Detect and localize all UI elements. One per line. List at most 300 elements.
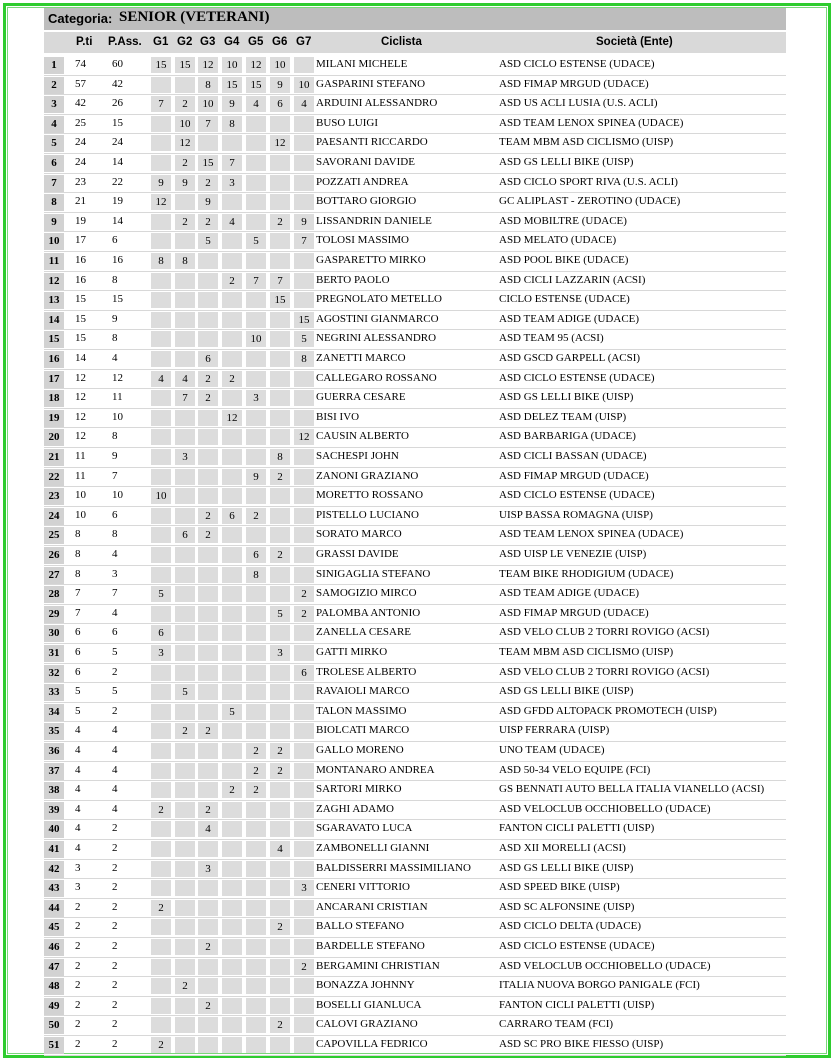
stage-g6-cell: 8	[270, 449, 290, 465]
stage-g5-cell	[246, 723, 266, 739]
stage-g6-cell	[270, 253, 290, 269]
stage-g2-cell: 5	[175, 684, 195, 700]
stage-g6-cell	[270, 429, 290, 445]
points-cell: 19	[75, 214, 86, 227]
stage-g7-cell	[294, 390, 314, 406]
stage-g2-cell: 10	[175, 116, 195, 132]
stage-g3-cell: 2	[198, 527, 218, 543]
stage-g6-cell	[270, 175, 290, 191]
stage-g1-cell	[151, 841, 171, 857]
rank-cell: 51	[44, 1037, 64, 1054]
stage-g3-cell: 2	[198, 214, 218, 230]
rider-name-cell: TALON MASSIMO	[316, 704, 407, 717]
points-cell: 6	[75, 665, 81, 678]
assigned-points-cell: 2	[112, 940, 118, 952]
rider-name-cell: ZANONI GRAZIANO	[316, 469, 419, 482]
rank-cell: 11	[44, 253, 64, 270]
stage-g6-cell	[270, 331, 290, 347]
team-cell: ASD BARBARIGA (UDACE)	[499, 430, 636, 443]
stage-g1-cell: 12	[151, 194, 171, 210]
table-row	[0, 76, 834, 96]
rank-cell: 28	[44, 586, 64, 603]
stage-g6-cell	[270, 1037, 290, 1053]
table-row	[0, 624, 834, 644]
stage-g3-cell	[198, 312, 218, 328]
stage-g1-cell: 7	[151, 96, 171, 112]
stage-g6-cell	[270, 665, 290, 681]
stage-g4-cell: 7	[222, 155, 242, 171]
points-cell: 6	[75, 646, 81, 658]
assigned-points-cell: 2	[112, 1038, 118, 1050]
stage-g2-cell	[175, 763, 195, 779]
assigned-points-cell: 12	[112, 371, 123, 384]
stage-g7-cell	[294, 1017, 314, 1033]
stage-g4-cell	[222, 253, 242, 269]
stage-g5-cell	[246, 959, 266, 975]
assigned-points-cell: 7	[112, 587, 118, 600]
stage-g6-cell: 3	[270, 645, 290, 661]
assigned-points-cell: 9	[112, 450, 118, 462]
team-cell: TEAM BIKE RHODIGIUM (UDACE)	[499, 567, 674, 580]
team-cell: ASD FIMAP MRGUD (UDACE)	[499, 77, 649, 90]
assigned-points-cell: 2	[112, 959, 118, 972]
rank-cell: 10	[44, 233, 64, 250]
stage-g1-cell: 10	[151, 488, 171, 504]
stage-g3-cell	[198, 704, 218, 720]
rider-name-cell: LISSANDRIN DANIELE	[316, 214, 432, 227]
rider-name-cell: RAVAIOLI MARCO	[316, 685, 410, 698]
stage-g3-cell	[198, 488, 218, 504]
team-cell: UNO TEAM (UDACE)	[499, 744, 605, 756]
stage-g4-cell	[222, 488, 242, 504]
stage-g4-cell: 2	[222, 273, 242, 289]
table-row	[0, 252, 834, 272]
team-cell: ASD CICLO ESTENSE (UDACE)	[499, 940, 655, 952]
rank-cell: 3	[44, 96, 64, 113]
stage-g4-cell: 4	[222, 214, 242, 230]
stage-g1-cell	[151, 998, 171, 1014]
rank-cell: 16	[44, 351, 64, 368]
stage-g7-cell	[294, 547, 314, 563]
rank-cell: 44	[44, 900, 64, 917]
row-divider	[44, 1055, 786, 1056]
assigned-points-cell: 6	[112, 234, 118, 247]
assigned-points-cell: 24	[112, 136, 123, 149]
header-g7: G7	[296, 36, 312, 48]
stage-g1-cell	[151, 449, 171, 465]
rider-name-cell: SAMOGIZIO MIRCO	[316, 587, 417, 600]
rider-name-cell: GATTI MIRKO	[316, 646, 388, 658]
stage-g4-cell	[222, 723, 242, 739]
header-g1: G1	[153, 36, 169, 48]
stage-g6-cell	[270, 312, 290, 328]
points-cell: 2	[75, 979, 81, 992]
table-row	[0, 879, 834, 899]
team-cell: ASD GFDD ALTOPACK PROMOTECH (UISP)	[499, 704, 717, 717]
rider-name-cell: MORETTO ROSSANO	[316, 489, 424, 502]
stage-g3-cell	[198, 1017, 218, 1033]
stage-g7-cell	[294, 763, 314, 779]
stage-g4-cell	[222, 939, 242, 955]
stage-g6-cell	[270, 567, 290, 583]
stage-g1-cell: 2	[151, 1037, 171, 1053]
stage-g7-cell: 15	[294, 312, 314, 328]
stage-g6-cell: 2	[270, 919, 290, 935]
rider-name-cell: GASPARINI STEFANO	[316, 77, 426, 90]
stage-g6-cell	[270, 351, 290, 367]
stage-g6-cell	[270, 410, 290, 426]
stage-g2-cell	[175, 743, 195, 759]
stage-g4-cell	[222, 625, 242, 641]
stage-g5-cell	[246, 214, 266, 230]
rank-cell: 1	[44, 57, 64, 74]
stage-g5-cell	[246, 665, 266, 681]
stage-g7-cell	[294, 116, 314, 132]
stage-g7-cell	[294, 1037, 314, 1053]
stage-g6-cell: 2	[270, 1017, 290, 1033]
rider-name-cell: MONTANARO ANDREA	[316, 763, 435, 776]
stage-g7-cell: 12	[294, 429, 314, 445]
points-cell: 4	[75, 822, 81, 835]
stage-g7-cell	[294, 175, 314, 191]
rank-cell: 36	[44, 743, 64, 760]
stage-g1-cell	[151, 410, 171, 426]
stage-g2-cell	[175, 821, 195, 837]
rank-cell: 12	[44, 273, 64, 290]
stage-g4-cell	[222, 880, 242, 896]
team-cell: ASD FIMAP MRGUD (UDACE)	[499, 469, 649, 482]
stage-g4-cell	[222, 233, 242, 249]
assigned-points-cell: 2	[112, 842, 118, 854]
table-row	[0, 781, 834, 801]
assigned-points-cell: 4	[112, 606, 118, 619]
stage-g3-cell	[198, 547, 218, 563]
stage-g1-cell	[151, 684, 171, 700]
stage-g4-cell	[222, 547, 242, 563]
stage-g2-cell	[175, 1017, 195, 1033]
stage-g4-cell	[222, 998, 242, 1014]
stage-g4-cell	[222, 841, 242, 857]
table-row	[0, 977, 834, 997]
stage-g6-cell	[270, 802, 290, 818]
stage-g1-cell	[151, 547, 171, 563]
stage-g7-cell	[294, 292, 314, 308]
rider-name-cell: PAESANTI RICCARDO	[316, 136, 428, 149]
assigned-points-cell: 11	[112, 391, 123, 404]
stage-g2-cell	[175, 665, 195, 681]
table-row	[0, 997, 834, 1017]
stage-g3-cell	[198, 880, 218, 896]
stage-g4-cell	[222, 449, 242, 465]
stage-g2-cell	[175, 488, 195, 504]
stage-g3-cell: 3	[198, 861, 218, 877]
stage-g2-cell	[175, 547, 195, 563]
stage-g3-cell	[198, 900, 218, 916]
points-cell: 2	[75, 940, 81, 952]
points-cell: 2	[75, 998, 81, 1011]
stage-g2-cell	[175, 194, 195, 210]
stage-g6-cell	[270, 116, 290, 132]
stage-g7-cell	[294, 135, 314, 151]
stage-g1-cell: 8	[151, 253, 171, 269]
stage-g4-cell	[222, 763, 242, 779]
points-cell: 4	[75, 744, 81, 756]
stage-g7-cell	[294, 919, 314, 935]
rider-name-cell: ANCARANI CRISTIAN	[316, 900, 428, 913]
table-row	[0, 134, 834, 154]
team-cell: ASD TEAM ADIGE (UDACE)	[499, 312, 640, 325]
stage-g3-cell	[198, 273, 218, 289]
points-cell: 7	[75, 587, 81, 600]
stage-g5-cell	[246, 606, 266, 622]
stage-g7-cell	[294, 469, 314, 485]
rank-cell: 15	[44, 331, 64, 348]
stage-g4-cell: 8	[222, 116, 242, 132]
rider-name-cell: ZANELLA CESARE	[316, 626, 412, 639]
header-g3: G3	[200, 36, 216, 48]
stage-g6-cell: 9	[270, 77, 290, 93]
rank-cell: 47	[44, 959, 64, 976]
rank-cell: 17	[44, 371, 64, 388]
points-cell: 25	[75, 116, 86, 129]
points-cell: 4	[75, 783, 81, 796]
rider-name-cell: BIOLCATI MARCO	[316, 724, 410, 737]
stage-g3-cell	[198, 606, 218, 622]
table-row	[0, 1036, 834, 1056]
rank-cell: 38	[44, 782, 64, 799]
table-row	[0, 860, 834, 880]
team-cell: ASD GS LELLI BIKE (UISP)	[499, 156, 634, 168]
assigned-points-cell: 15	[112, 116, 123, 129]
points-cell: 11	[75, 450, 86, 462]
stage-g7-cell: 2	[294, 959, 314, 975]
rank-cell: 37	[44, 763, 64, 780]
stage-g4-cell	[222, 684, 242, 700]
rank-cell: 45	[44, 919, 64, 936]
stage-g6-cell: 10	[270, 57, 290, 73]
points-cell: 2	[75, 1018, 81, 1031]
assigned-points-cell: 5	[112, 685, 118, 698]
rank-cell: 43	[44, 880, 64, 897]
team-cell: GS BENNATI AUTO BELLA ITALIA VIANELLO (ACSI)	[499, 783, 765, 796]
stage-g5-cell: 10	[246, 331, 266, 347]
stage-g7-cell	[294, 371, 314, 387]
header-g6: G6	[272, 36, 288, 48]
stage-g2-cell	[175, 410, 195, 426]
stage-g5-cell	[246, 939, 266, 955]
team-cell: ASD CICLO ESTENSE (UDACE)	[499, 489, 655, 502]
rider-name-cell: ZAGHI ADAMO	[316, 802, 394, 815]
table-row	[0, 311, 834, 331]
rank-cell: 50	[44, 1017, 64, 1034]
stage-g5-cell: 8	[246, 567, 266, 583]
stage-g3-cell: 2	[198, 175, 218, 191]
stage-g2-cell	[175, 508, 195, 524]
stage-g4-cell: 5	[222, 704, 242, 720]
stage-g1-cell: 6	[151, 625, 171, 641]
team-cell: ITALIA NUOVA BORGO PANIGALE (FCI)	[499, 979, 700, 992]
stage-g3-cell: 4	[198, 821, 218, 837]
rank-cell: 9	[44, 214, 64, 231]
stage-g1-cell	[151, 273, 171, 289]
stage-g5-cell	[246, 861, 266, 877]
team-cell: ASD GSCD GARPELL (ACSI)	[499, 352, 641, 364]
stage-g7-cell: 8	[294, 351, 314, 367]
stage-g7-cell	[294, 508, 314, 524]
stage-g1-cell	[151, 469, 171, 485]
stage-g1-cell	[151, 508, 171, 524]
table-row	[0, 213, 834, 233]
stage-g2-cell: 4	[175, 371, 195, 387]
stage-g3-cell: 8	[198, 77, 218, 93]
stage-g5-cell	[246, 135, 266, 151]
rider-name-cell: POZZATI ANDREA	[316, 175, 409, 188]
stage-g4-cell	[222, 645, 242, 661]
assigned-points-cell: 2	[112, 979, 118, 992]
table-row	[0, 507, 834, 527]
stage-g2-cell	[175, 645, 195, 661]
points-cell: 3	[75, 881, 81, 894]
stage-g7-cell	[294, 527, 314, 543]
stage-g2-cell: 2	[175, 214, 195, 230]
rider-name-cell: SORATO MARCO	[316, 528, 402, 541]
stage-g6-cell: 15	[270, 292, 290, 308]
stage-g6-cell: 12	[270, 135, 290, 151]
rider-name-cell: CALLEGARO ROSSANO	[316, 371, 437, 384]
stage-g4-cell	[222, 429, 242, 445]
team-cell: ASD SC PRO BIKE FIESSO (UISP)	[499, 1038, 664, 1050]
stage-g2-cell	[175, 273, 195, 289]
stage-g7-cell	[294, 861, 314, 877]
stage-g4-cell: 6	[222, 508, 242, 524]
stage-g1-cell: 3	[151, 645, 171, 661]
table-row	[0, 193, 834, 213]
team-cell: ASD FIMAP MRGUD (UDACE)	[499, 606, 649, 619]
points-cell: 23	[75, 175, 86, 188]
stage-g2-cell: 6	[175, 527, 195, 543]
stage-g6-cell: 2	[270, 763, 290, 779]
rider-name-cell: GUERRA CESARE	[316, 391, 406, 404]
points-cell: 2	[75, 900, 81, 913]
stage-g3-cell	[198, 665, 218, 681]
stage-g2-cell	[175, 939, 195, 955]
stage-g6-cell: 7	[270, 273, 290, 289]
assigned-points-cell: 22	[112, 175, 123, 188]
points-cell: 16	[75, 273, 86, 286]
stage-g2-cell: 8	[175, 253, 195, 269]
stage-g7-cell: 6	[294, 665, 314, 681]
assigned-points-cell: 3	[112, 567, 118, 580]
rank-cell: 18	[44, 390, 64, 407]
stage-g3-cell: 9	[198, 194, 218, 210]
team-cell: ASD UISP LE VENEZIE (UISP)	[499, 548, 647, 560]
stage-g5-cell: 9	[246, 469, 266, 485]
stage-g6-cell	[270, 959, 290, 975]
team-cell: ASD MOBILTRE (UDACE)	[499, 214, 627, 227]
rank-cell: 20	[44, 429, 64, 446]
stage-g1-cell	[151, 390, 171, 406]
stage-g7-cell	[294, 645, 314, 661]
assigned-points-cell: 15	[112, 293, 123, 306]
stage-g5-cell: 2	[246, 508, 266, 524]
stage-g2-cell	[175, 351, 195, 367]
rank-cell: 33	[44, 684, 64, 701]
team-cell: FANTON CICLI PALETTI (UISP)	[499, 822, 655, 835]
table-row	[0, 350, 834, 370]
stage-g1-cell	[151, 665, 171, 681]
table-row	[0, 174, 834, 194]
stage-g1-cell: 4	[151, 371, 171, 387]
stage-g6-cell: 2	[270, 469, 290, 485]
points-cell: 4	[75, 763, 81, 776]
stage-g5-cell	[246, 194, 266, 210]
points-cell: 6	[75, 626, 81, 639]
stage-g2-cell	[175, 292, 195, 308]
stage-g3-cell	[198, 959, 218, 975]
stage-g2-cell	[175, 567, 195, 583]
stage-g6-cell	[270, 978, 290, 994]
stage-g1-cell	[151, 743, 171, 759]
stage-g4-cell	[222, 527, 242, 543]
points-cell: 4	[75, 842, 81, 854]
stage-g5-cell	[246, 410, 266, 426]
table-row	[0, 1016, 834, 1036]
stage-g4-cell	[222, 567, 242, 583]
stage-g5-cell	[246, 645, 266, 661]
stage-g6-cell: 5	[270, 606, 290, 622]
stage-g6-cell	[270, 861, 290, 877]
table-row	[0, 801, 834, 821]
points-cell: 2	[75, 920, 81, 933]
stage-g1-cell	[151, 978, 171, 994]
stage-g1-cell: 5	[151, 586, 171, 602]
stage-g7-cell	[294, 802, 314, 818]
stage-g6-cell	[270, 821, 290, 837]
stage-g7-cell: 2	[294, 606, 314, 622]
table-row	[0, 56, 834, 76]
rider-name-cell: BERTO PAOLO	[316, 273, 390, 286]
stage-g3-cell	[198, 429, 218, 445]
stage-g5-cell: 7	[246, 273, 266, 289]
stage-g1-cell: 2	[151, 900, 171, 916]
team-cell: FANTON CICLI PALETTI (UISP)	[499, 998, 655, 1011]
table-row	[0, 722, 834, 742]
stage-g4-cell	[222, 802, 242, 818]
stage-g4-cell	[222, 665, 242, 681]
stage-g6-cell	[270, 527, 290, 543]
stage-g3-cell: 2	[198, 939, 218, 955]
stage-g7-cell	[294, 704, 314, 720]
points-cell: 2	[75, 1038, 81, 1050]
stage-g2-cell	[175, 625, 195, 641]
stage-g5-cell	[246, 175, 266, 191]
table-row	[0, 232, 834, 252]
stage-g7-cell: 3	[294, 880, 314, 896]
rank-cell: 24	[44, 508, 64, 525]
table-row	[0, 330, 834, 350]
stage-g4-cell: 2	[222, 371, 242, 387]
team-cell: ASD 50-34 VELO EQUIPE (FCI)	[499, 763, 651, 776]
team-cell: ASD TEAM LENOX SPINEA (UDACE)	[499, 116, 684, 129]
table-row	[0, 566, 834, 586]
stage-g3-cell	[198, 919, 218, 935]
stage-g2-cell: 2	[175, 155, 195, 171]
table-row	[0, 938, 834, 958]
rider-name-cell: TROLESE ALBERTO	[316, 665, 417, 678]
stage-g1-cell	[151, 567, 171, 583]
stage-g2-cell	[175, 861, 195, 877]
stage-g6-cell: 2	[270, 214, 290, 230]
